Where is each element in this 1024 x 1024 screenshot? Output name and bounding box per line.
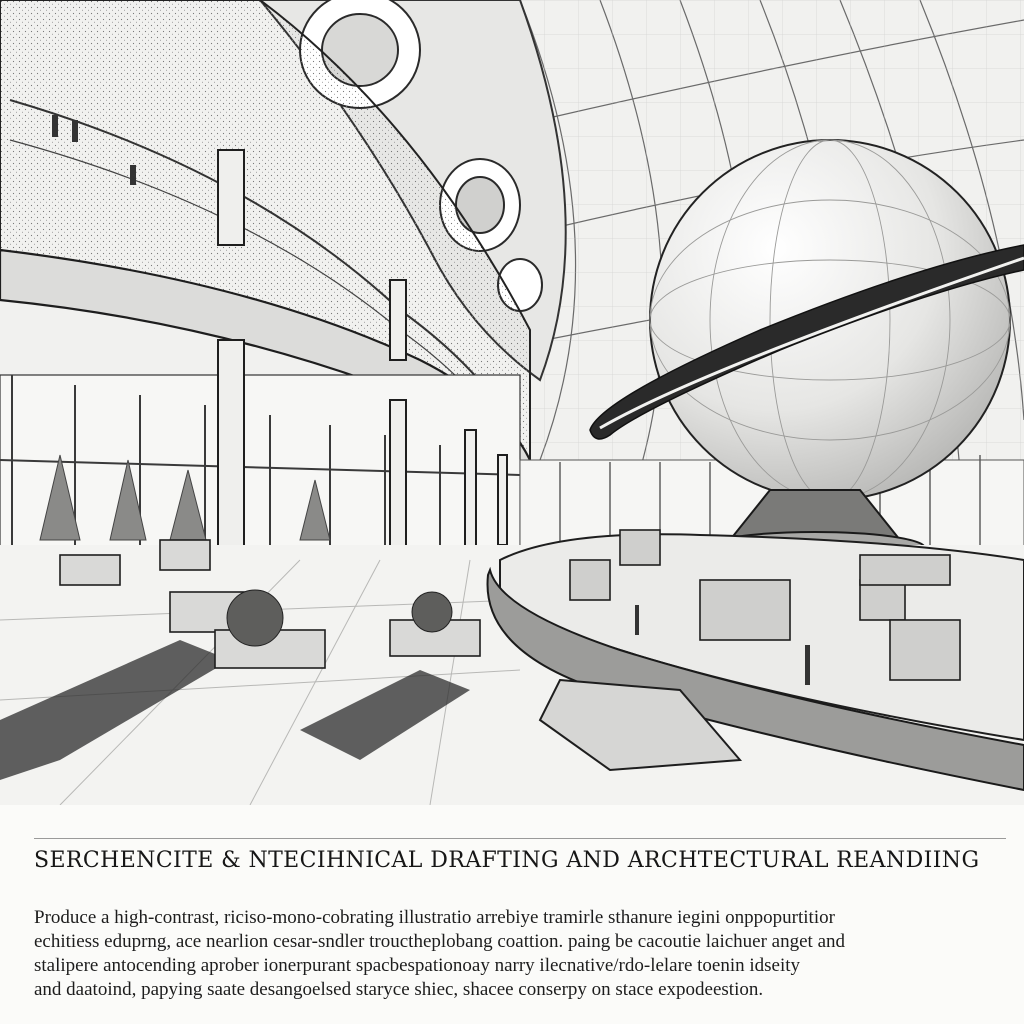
- caption-body-line: echitiess eduprng, ace nearlion cesar-sndler trouctheplobang coattion. paing be cacoutie laichuer anget and: [34, 931, 845, 952]
- caption-heading: SERCHENCITE & NTECIHNICAL DRAFTING AND ARCHTECTURAL REANDIING: [34, 848, 980, 873]
- caption-body-line: and daatoind, papying saate desangoelsed staryce shiec, shacee conserpy on stace expodeestion.: [34, 979, 764, 1000]
- caption-body-line: Produce a high-contrast, riciso-mono-cobrating illustratio arrebiye tramirle sthanure iegini onppopurtitior: [34, 907, 835, 928]
- caption-divider: [34, 838, 1006, 839]
- caption-panel: [0, 805, 1024, 1024]
- caption-body-line: stalipere antocending aprober ionerpurant spacbespationoay narry ilecnative/rdo-lelare toenin idseity: [34, 955, 801, 976]
- caption-body: [34, 906, 1006, 1002]
